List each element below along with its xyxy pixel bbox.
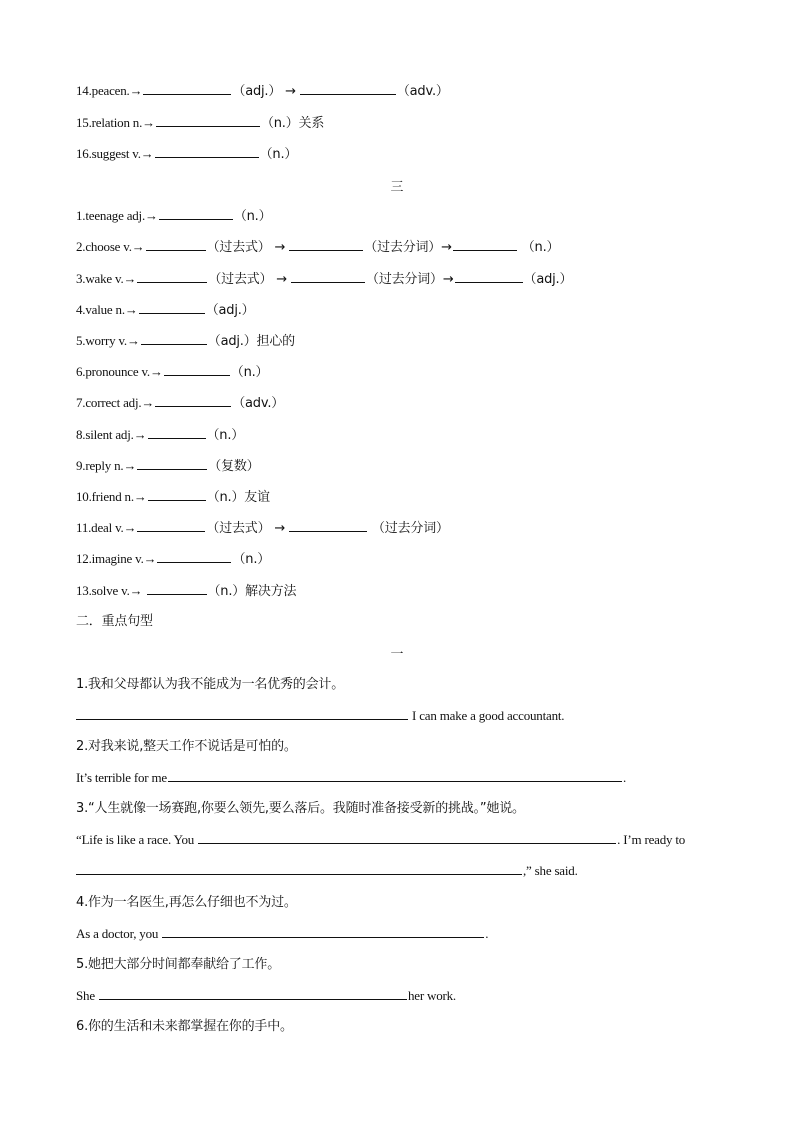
vocab-stem: 8.silent adj.→ — [76, 427, 147, 442]
vocab-item-1 — [76, 207, 271, 226]
answer-blank[interactable] — [198, 831, 616, 844]
vocab-item-12 — [76, 550, 270, 569]
answer-blank[interactable] — [455, 270, 523, 283]
vocab-pos: （过去分词）→ — [366, 272, 454, 287]
sentence-6-cn: 6.你的生活和未来都掌握在你的手中。 — [76, 1019, 293, 1034]
sentence-4-cn: 4.作为一名医生,再怎么仔细也不为过。 — [76, 895, 297, 910]
answer-blank[interactable] — [168, 769, 622, 782]
answer-blank[interactable] — [143, 82, 231, 95]
vocab-item-16 — [76, 145, 297, 164]
answer-blank[interactable] — [141, 332, 207, 345]
vocab-stem: 12.imagine v.→ — [76, 551, 157, 566]
vocab-pos: （n.） — [259, 147, 298, 162]
vocab-pos: （n.）解决方法 — [207, 584, 297, 599]
sentence-5-cn: 5.她把大部分时间都奉献给了工作。 — [76, 957, 281, 972]
vocab-pos: （adj.）担心的 — [207, 334, 295, 349]
answer-blank[interactable] — [76, 862, 522, 875]
sentence-text: “Life is like a race. You — [76, 832, 198, 847]
sentence-2-cn: 2.对我来说,整天工作不说话是可怕的。 — [76, 739, 297, 754]
vocab-stem: 15.relation n.→ — [76, 115, 155, 130]
answer-blank[interactable] — [162, 925, 484, 938]
sentence-text: . — [485, 926, 489, 941]
vocab-item-7 — [76, 394, 284, 413]
vocab-pos: （adj.） — [523, 272, 573, 287]
answer-blank[interactable] — [147, 582, 207, 595]
vocab-pos: （n.） — [206, 428, 245, 443]
sentence-3-en-line2 — [76, 862, 578, 880]
answer-blank[interactable] — [159, 207, 233, 220]
vocab-item-11 — [76, 519, 449, 538]
vocab-pos: （n.） — [232, 552, 271, 567]
vocab-pos: （n.）关系 — [260, 116, 325, 131]
vocab-stem: 2.choose v.→ — [76, 239, 145, 254]
answer-blank[interactable] — [289, 238, 363, 251]
vocab-stem: 14.peacen.→ — [76, 83, 143, 98]
vocab-pos: （adv.） — [232, 396, 285, 411]
sentence-text: . — [622, 770, 626, 785]
vocab-pos: （n.） — [233, 209, 272, 224]
answer-blank[interactable] — [148, 426, 206, 439]
vocab-item-15 — [76, 114, 324, 133]
vocab-item-9 — [76, 457, 259, 476]
vocab-pos: （n.） — [230, 365, 269, 380]
answer-blank[interactable] — [76, 707, 408, 720]
answer-blank[interactable] — [300, 82, 396, 95]
sentence-1-en — [76, 707, 564, 725]
answer-blank[interactable] — [157, 550, 231, 563]
vocab-pos: （过去分词）→ — [364, 240, 452, 255]
vocab-stem: 4.value n.→ — [76, 302, 138, 317]
answer-blank[interactable] — [146, 238, 206, 251]
vocab-pos: （adv.） — [396, 84, 449, 99]
section-sentences-title: 二．重点句型 — [76, 614, 153, 629]
sentence-5-en — [76, 987, 456, 1005]
vocab-stem: 3.wake v.→ — [76, 271, 137, 286]
vocab-stem: 6.pronounce v.→ — [76, 364, 163, 379]
vocab-pos: （n.） — [517, 240, 560, 255]
answer-blank[interactable] — [155, 145, 259, 158]
vocab-pos: （n.）友谊 — [206, 490, 270, 505]
answer-blank[interactable] — [155, 394, 231, 407]
vocab-item-4 — [76, 301, 254, 320]
sentence-3-cn: 3.“人生就像一场赛跑,你要么领先,要么落后。我随时准备接受新的挑战。”她说。 — [76, 801, 525, 816]
answer-blank[interactable] — [291, 270, 365, 283]
vocab-item-2 — [76, 238, 559, 257]
sentence-4-en — [76, 925, 488, 943]
answer-blank[interactable] — [137, 519, 205, 532]
section-three-title: 三 — [390, 180, 404, 195]
vocab-pos: （过去式） → — [206, 521, 286, 536]
answer-blank[interactable] — [156, 114, 260, 127]
sentence-text: It’s terrible for me — [76, 770, 167, 785]
sentence-1-cn: 1.我和父母都认为我不能成为一名优秀的会计。 — [76, 677, 345, 692]
vocab-stem: 9.reply n.→ — [76, 458, 137, 473]
vocab-stem: 7.correct adj.→ — [76, 395, 155, 410]
answer-blank[interactable] — [289, 519, 367, 532]
answer-blank[interactable] — [453, 238, 517, 251]
vocab-stem: 1.teenage adj.→ — [76, 208, 158, 223]
vocab-pos: （过去式） → — [208, 272, 287, 287]
vocab-item-5 — [76, 332, 295, 351]
subsection-one-title: 一 — [390, 647, 404, 662]
vocab-pos: （复数） — [208, 459, 260, 474]
vocab-stem: 16.suggest v.→ — [76, 146, 154, 161]
vocab-item-8 — [76, 426, 244, 445]
vocab-item-3 — [76, 270, 572, 289]
sentence-2-en — [76, 769, 626, 787]
answer-blank[interactable] — [164, 363, 230, 376]
sentence-text: I can make a good accountant. — [409, 708, 565, 723]
sentence-text: She — [76, 988, 98, 1003]
vocab-item-13 — [76, 582, 296, 601]
answer-blank[interactable] — [148, 488, 206, 501]
sentence-text: her work. — [407, 988, 456, 1003]
vocab-item-14 — [76, 82, 449, 101]
sentence-3-en-line1 — [76, 831, 685, 849]
answer-blank[interactable] — [137, 457, 207, 470]
sentence-text: ,” she said. — [523, 863, 578, 878]
vocab-stem: 13.solve v.→ — [76, 583, 146, 598]
sentence-text: . I’m ready to — [617, 832, 686, 847]
answer-blank[interactable] — [139, 301, 205, 314]
vocab-item-10 — [76, 488, 270, 507]
vocab-stem: 10.friend n.→ — [76, 489, 147, 504]
sentence-text: As a doctor, you — [76, 926, 162, 941]
answer-blank[interactable] — [99, 987, 407, 1000]
vocab-pos: （过去分词） — [368, 521, 449, 536]
vocab-pos: （adj.） — [205, 303, 255, 318]
vocab-pos: （过去式） → — [206, 240, 286, 255]
vocab-pos: （adj.） → — [232, 84, 296, 99]
answer-blank[interactable] — [137, 270, 207, 283]
vocab-stem: 5.worry v.→ — [76, 333, 140, 348]
vocab-stem: 11.deal v.→ — [76, 520, 137, 535]
vocab-item-6 — [76, 363, 268, 382]
